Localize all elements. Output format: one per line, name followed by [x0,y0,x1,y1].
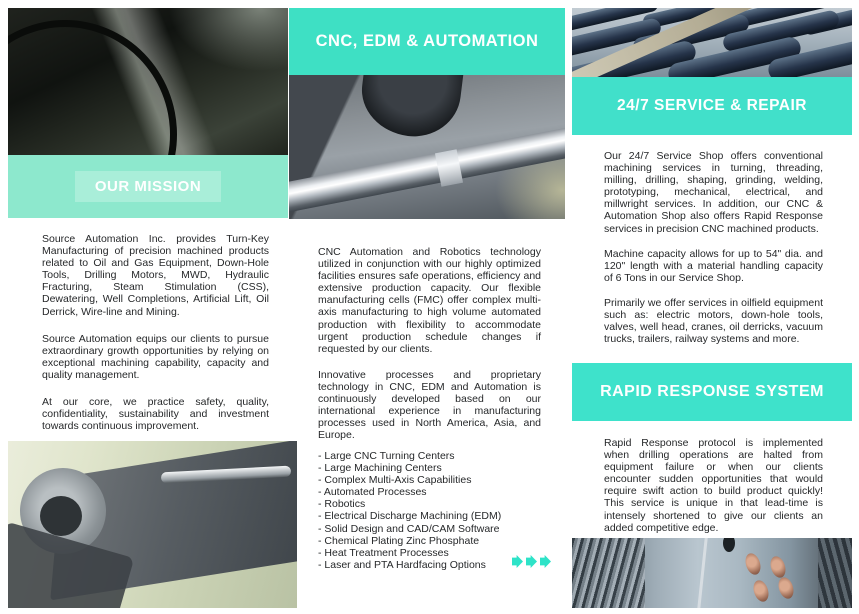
mission-text-block [42,233,269,432]
capability-item: - Large CNC Turning Centers [318,450,455,462]
triple-arrow-icon [512,555,551,568]
capability-item: - Solid Design and CAD/CAM Software [318,522,500,535]
capability-item: - Complex Multi-Axis Capabilities [318,474,472,487]
seam-shape [697,538,708,608]
nozzle-shape [751,578,771,603]
cnc-paragraph: CNC Automation and Robotics technology utilized in conjunction with our highly optimized facilities ensures safe operations, efficiency and extensive production capacity. Our flexible manufacturing cells (FMC) offer complex multi-axis manufacturing to high volume automated production with flexibility to accommodate urgent production schedule changes if requested by our clients. [318,246,541,355]
mission-banner [8,155,288,218]
capability-item: - Robotics [318,498,366,511]
knurled-ring-shape [818,538,852,608]
port-hole-shape [723,538,735,552]
capability-item: - Heat Treatment Processes [318,546,449,559]
oring-shape [8,20,177,155]
rapid-response-paragraph: Rapid Response protocol is implemented when drilling operations are halted from equipment failure or when our clients encounter sudden opportunities that would require swift action to build product quickly! This service is unique in that lead-time is intensely shortened to give our clients an added competitive edge. [604,437,823,534]
component-photo [572,538,852,608]
capability-item: - Large Machining Centers [318,462,442,475]
capabilities-list [318,450,558,571]
service-banner [572,77,852,135]
rapid-response-banner-label: RAPID RESPONSE SYSTEM [600,383,824,400]
nozzle-shape [743,552,763,577]
cnc-paragraph: Innovative processes and proprietary technology in CNC, EDM and Automation is continuously developed based on our international experience in manufacturing processes used in North America, Asia, and Europe. [318,368,541,442]
service-text-block [604,150,823,345]
service-paragraph: Machine capacity allows for up to 54" dia. and 120" length with a material handling capacity of 6 Tons in our Service Shop. [604,247,823,284]
nozzle-shape [768,555,788,580]
cnc-text-block [318,246,541,441]
mission-paragraph: Source Automation Inc. provides Turn-Key Manufacturing of precision machined products related to Oil and Gas Equipment, Down-Hole Tools, Drilling Motors, MWD, Hydraulic Fracturing, Steam Stimulation (CSS), Dewatering, Well Completions, Artificial Lift, Oil Derrick, Wire-line and Mining. [42,233,269,318]
right-arrow-icon [540,555,551,568]
chuck-hole-shape [40,496,82,536]
mission-photo [8,8,288,155]
nozzle-shape [776,576,796,601]
service-paragraph: Primarily we offer services in oilfield equipment such as: electric motors, down-hole tools, valves, well head, cranes, oil derricks, vacuum trucks, trailers, railway systems and more. [604,296,823,346]
right-arrow-icon [526,555,537,568]
shaft-shape [289,123,565,216]
mission-paragraph: Source Automation equips our clients to pursue extraordinary growth opportunities by relying on exceptional machining capability, capacity and quality management. [42,332,269,381]
capability-item: - Automated Processes [318,486,427,499]
capability-item: - Electrical Discharge Machining (EDM) [318,510,502,523]
mission-banner-label: OUR MISSION [75,171,221,202]
cnc-photo [289,75,565,219]
service-banner-label: 24/7 SERVICE & REPAIR [617,97,807,114]
service-paragraph: Our 24/7 Service Shop offers conventional machining services in turning, threading, milling, drilling, shaping, grinding, welding, prototyping, mechanical, electrical, and millwright services. In addition, our CNC & Automation Shop also offers Rapid Response services in precision CNC machined products. [604,150,823,235]
mission-paragraph: At our core, we practice safety, quality, confidentiality, sustainability and investment towards continuous improvement. [42,396,269,433]
thread-ridges-shape [572,538,645,608]
cnc-banner-label: CNC, EDM & AUTOMATION [315,32,539,50]
turret-shape [357,75,465,141]
cnc-banner [289,8,565,75]
rapid-response-text-block [604,437,823,534]
capability-item: - Laser and PTA Hardfacing Options [318,558,486,571]
right-arrow-icon [512,555,523,568]
rapid-response-banner [572,363,852,421]
drill-pipes-photo [572,8,852,77]
lathe-photo [8,441,297,608]
capability-item: - Chemical Plating Zinc Phosphate [318,534,480,547]
